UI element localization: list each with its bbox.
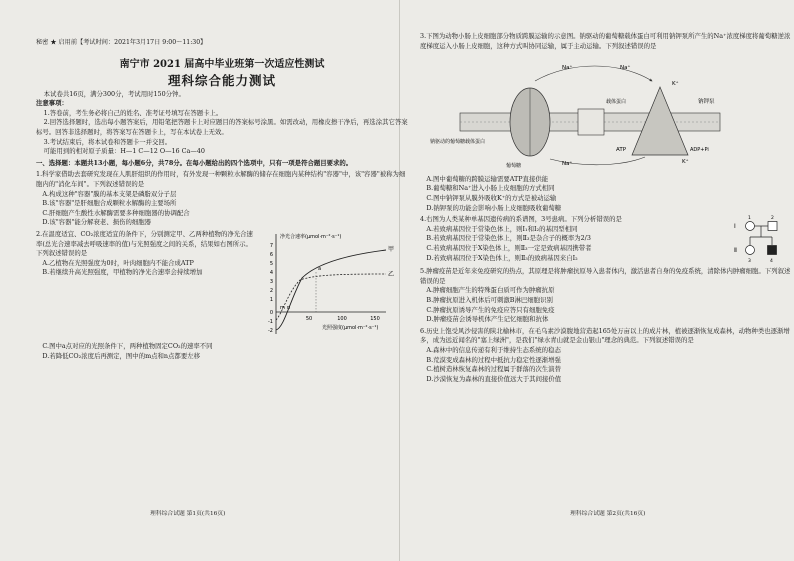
- notice-item: 1.答卷前，考生务必将自己的姓名、准考证号填写在答题卡上。: [43, 108, 223, 117]
- option-c: C.若致病基因位于X染色体上，则Ⅱ₃一定是致病基因携带者: [426, 243, 592, 252]
- option-a: A.图中葡萄糖的跨膜运输需要ATP直接供能: [426, 174, 549, 183]
- question-stem: 2.在温度适宜、CO₂浓度适宜的条件下，分别测定甲、乙两种植物的净光合速率(总光合速率减去呼吸速率的值)与光照强度之间的关系，结果如右图所示。下列叙述错误的是: [36, 229, 253, 258]
- y-tick: 2: [269, 287, 273, 294]
- pedigree-chart: [732, 215, 792, 265]
- option-c: C.肿瘤抗原诱导产生的免疫应答只有细胞免疫: [426, 305, 555, 314]
- label-channel: 载体蛋白: [606, 99, 627, 106]
- right-page-footer: 理科综合试题 第2页(共16页): [570, 511, 646, 517]
- option-b: B.该"容器"是肝细胞合成颗粒水解酶的主要场所: [42, 199, 177, 208]
- option-a: A.构成这种"容器"膜的基本支架是磷脂双分子层: [42, 189, 177, 198]
- question-1: [36, 170, 408, 228]
- option-b: B.若继续升高光照强度，甲植物的净光合速率会持续增加: [42, 268, 203, 277]
- option-a: A.若致病基因位于常染色体上，则Ⅰ₁和Ⅰ₂的基因型相同: [426, 224, 578, 233]
- membrane-transport-diagram: [420, 51, 792, 171]
- option-c: C.图中a点对应的光照条件下，两种植物固定CO₂的速率不同: [42, 341, 213, 350]
- option-d: D.若降低CO₂浓度后再测定，图中的m点和n点都要左移: [42, 351, 200, 360]
- label-point-n: n: [287, 304, 291, 311]
- question-5: [420, 267, 792, 325]
- question-stem: 1.科学家借助去套研究发现在人肌肝组织的作用时，有外发现一种颗粒水解酶的储存在细胞内某种结构"容器"中，该"容器"被称为细胞内的"消化车间"。下列叙述错误的是: [36, 170, 406, 188]
- x-axis-label: 光照强度(μmol·m⁻²·s⁻¹): [322, 324, 379, 331]
- individual-number: 1: [748, 216, 751, 222]
- y-axis-label: 净光合速率(μmol·m⁻²·s⁻¹): [280, 233, 342, 240]
- question-stem: 6.历史上饱受风沙侵害的陕北榆林市，在毛乌素沙漠腹地营造起165处万亩以上的成片林，植被逐渐恢复成森林，动物种类也逐渐增多，成为远近闻名的"塞上绿洲"，是我们"绿水青山就是金山银山"理念的典范。下列叙述错误的是: [420, 326, 790, 345]
- option-b: B.若致病基因位于常染色体上，则Ⅱ₃是杂合子的概率为2/3: [426, 234, 591, 243]
- notice-item: 2.回答选择题时，选出每小题答案后，用铅笔把答题卡上对应题目的答案标号涂黑。如需改动，用橡皮擦干净后，再选涂其它答案标号。回答非选择题时，将答案写在答题卡上，写在本试卷上无效。: [36, 118, 408, 136]
- y-tick: 3: [269, 278, 273, 285]
- generation-label: Ⅱ: [734, 247, 737, 255]
- option-a: A.森林中的信息传递有利于维持生态系统的稳态: [426, 345, 561, 354]
- label-atp: ATP: [616, 147, 627, 154]
- label-jia: 甲: [388, 245, 395, 253]
- channel-protein: [578, 109, 604, 135]
- individual-i1: [746, 222, 755, 231]
- exam-subject-title: 理科综合能力测试: [167, 72, 276, 88]
- option-d: D.钠钾泵的功能会影响小肠上皮细胞吸收葡萄糖: [426, 203, 562, 212]
- x-tick: 150: [370, 315, 380, 322]
- curve-yi: [276, 274, 386, 320]
- label-na-top-2: Na⁺: [620, 65, 631, 72]
- label-na-bottom: Na⁺: [562, 161, 573, 168]
- individual-ii3: [746, 246, 755, 255]
- option-d: D.若致病基因位于X染色体上，则Ⅱ₃的致病基因来自Ⅰ₂: [426, 253, 578, 262]
- y-tick: 7: [269, 242, 273, 249]
- individual-ii4: [768, 246, 777, 255]
- individual-number: 3: [748, 259, 751, 265]
- label-na-top-1: Na⁺: [562, 65, 573, 72]
- individual-number: 2: [771, 216, 774, 222]
- y-tick: 6: [269, 251, 273, 258]
- notice-item: 3.考试结束后，将本试卷和答题卡一并交回。: [43, 137, 172, 146]
- option-d: D.沙漠恢复为森林的直接价值远大于其间接价值: [426, 374, 562, 383]
- option-d: D.该"容器"能分解衰老、损伤的细胞器: [42, 218, 152, 227]
- question-3: [420, 32, 792, 213]
- label-glucose: 葡萄糖: [506, 163, 522, 170]
- question-stem: 3.下图为动物小肠上皮细胞部分物质跨膜运输的示意图。钠驱动的葡萄糖载体蛋白可利用钠钾泵所产生的Na⁺浓度梯度将葡萄糖逆浓度梯度运入小肠上皮细胞，这种方式叫协同运输，属于主动运输。下列叙述错误的是: [420, 32, 791, 50]
- label-k-bottom: K⁺: [682, 159, 689, 166]
- generation-label: Ⅰ: [734, 223, 736, 231]
- exam-intro: 本试卷共16页，满分300分，考试用时150分钟。: [43, 89, 185, 98]
- question-4: [420, 215, 792, 265]
- y-tick: -1: [268, 318, 273, 325]
- option-a: A.肿瘤细胞产生的特殊蛋白质可作为肿瘤抗原: [426, 286, 555, 295]
- option-b: B.荒漠变成森林的过程中抵抗力稳定性逐渐增强: [426, 355, 561, 364]
- question-6: [420, 327, 792, 385]
- individual-i2: [768, 222, 777, 231]
- x-tick: 100: [337, 315, 347, 322]
- left-page-footer: 理科综合试题 第1页(共16页): [150, 511, 226, 517]
- left-page: [36, 30, 408, 361]
- label-point-m: m: [280, 304, 285, 311]
- label-pump: 钠钾泵: [698, 99, 715, 106]
- option-d: D.肿瘤疫苗会诱导机体产生记忆细胞和抗体: [426, 315, 549, 324]
- label-k-top: K⁺: [672, 81, 679, 88]
- label-yi: 乙: [388, 270, 395, 278]
- individual-number: 4: [770, 259, 773, 265]
- y-tick: 5: [269, 260, 273, 267]
- question-stem: 5.肿瘤疫苗是近年来免疫研究的热点，其原理是将肿瘤抗原导入患者体内，激活患者自身的免疫系统，清除体内肿瘤细胞。下列叙述错误的是: [420, 267, 791, 285]
- label-point-a: a: [318, 265, 322, 272]
- section-heading: 一、选择题：本题共13小题，每小题6分，共78分。在每小题给出的四个选项中，只有一项是符合题目要求的。: [36, 158, 353, 167]
- option-c: C.植树造林恢复森林的过程属于群落的次生演替: [426, 365, 561, 374]
- y-tick: 4: [269, 269, 273, 276]
- label-carrier: 钠驱动的葡萄糖载体蛋白: [430, 139, 486, 146]
- option-b: B.葡萄糖和Na⁺进入小肠上皮细胞的方式相同: [426, 184, 555, 193]
- notice-heading: 注意事项：: [36, 99, 68, 108]
- option-c: C.图中钠钾泵从膜外吸收K⁺的方式是被动运输: [426, 193, 557, 202]
- option-c: C.肝细胞产生酸性水解酶需要多种细胞器的协调配合: [42, 208, 190, 217]
- option-b: B.肿瘤抗原进入机体后可刺激B淋巴细胞识别: [426, 295, 553, 304]
- y-tick: -2: [268, 327, 273, 334]
- exam-title: 南宁市 2021 届高中毕业班第一次适应性测试: [119, 58, 325, 70]
- question-2: [36, 230, 408, 342]
- right-page: [420, 30, 792, 384]
- light-photosynthesis-chart: [258, 230, 408, 342]
- y-tick: 0: [269, 309, 273, 316]
- option-a: A.乙植物在光照强度为0时，叶肉细胞内不能合成ATP: [42, 258, 194, 267]
- question-stem: 4.右图为人类某种单基因遗传病的系谱图，3号患病。下列分析错误的是: [420, 215, 622, 224]
- label-adp: ADP+Pi: [690, 147, 709, 154]
- atomic-masses: 可能用到的相对原子质量：H—1 C—12 O—16 Ca—40: [43, 147, 205, 156]
- x-tick: 50: [305, 315, 313, 322]
- y-tick: 1: [269, 296, 273, 303]
- secret-header: 秘密 ★ 启用前【考试时间：2021年3月17日 9:00～11:30】: [36, 39, 207, 46]
